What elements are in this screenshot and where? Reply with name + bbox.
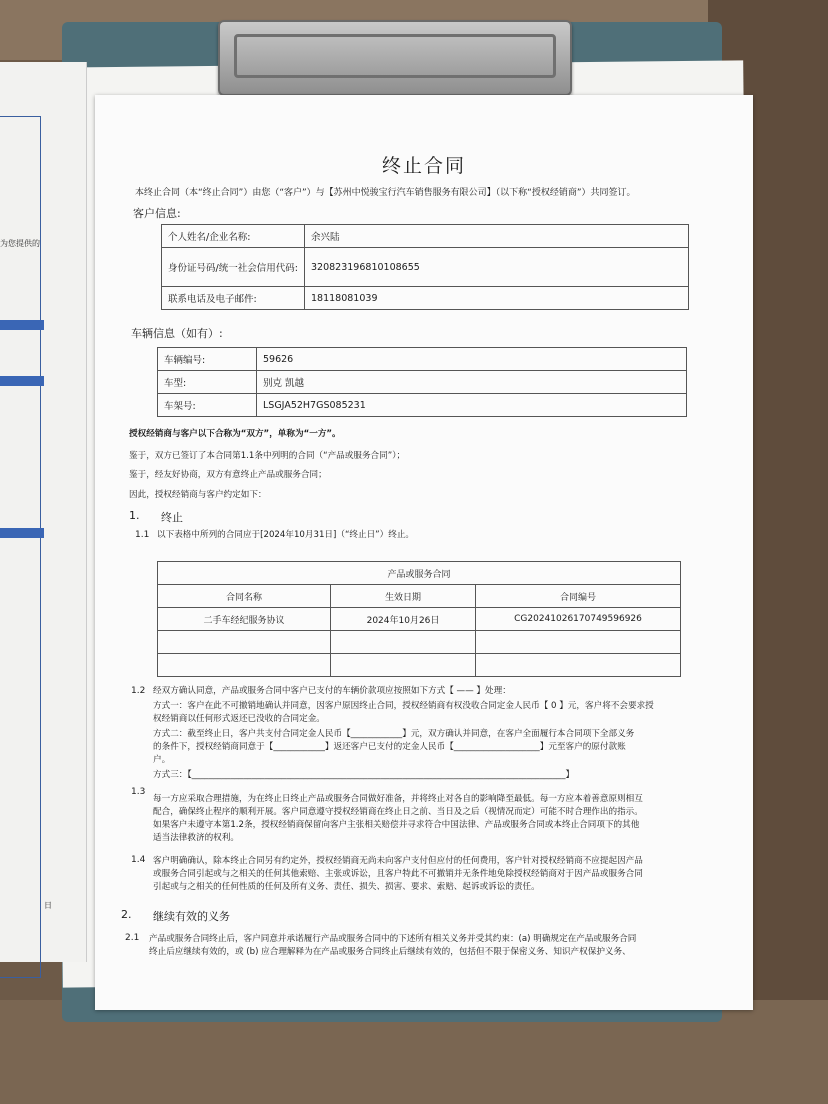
clause-1-3-line: 配合，确保终止程序的顺利开展。客户同意遵守授权经销商在终止日之前、当日及之后（视情况而定）可能不时合理作出的指示。 (153, 807, 643, 817)
section-2-number: 2. (121, 908, 132, 921)
clause-1-2-line: 户。 (153, 755, 171, 765)
table-cell (158, 631, 331, 654)
clause-1-3-line: 每一方应采取合理措施，为在终止日终止产品或服务合同做好准备，并将终止对各自的影响降至最低。每一方应本着善意原则相互 (153, 794, 643, 804)
vehicle-number-value: 59626 (257, 348, 687, 371)
recital-1: 鉴于，双方已签订了本合同第1.1条中列明的合同（“产品或服务合同”）； (129, 451, 406, 461)
section-1-title: 终止 (161, 511, 183, 524)
vehicle-model-label: 车型: (158, 371, 257, 394)
table-cell (331, 631, 476, 654)
vehicle-info-heading: 车辆信息（如有）: (131, 327, 223, 340)
table-row (162, 287, 689, 310)
recital-2: 鉴于，经友好协商，双方有意终止产品或服务合同； (129, 470, 327, 480)
left-sheet-bar (0, 376, 44, 386)
table-row (158, 394, 687, 417)
section-1-number: 1. (129, 509, 140, 522)
left-sheet-bar (0, 320, 44, 330)
termination-contract-page (95, 95, 753, 1010)
table-row (158, 608, 681, 631)
left-sheet-fragment: 为您提供的 (0, 239, 40, 248)
table-row (158, 631, 681, 654)
recital-3: 因此，授权经销商与客户约定如下： (129, 490, 267, 500)
column-header: 合同编号 (476, 585, 681, 608)
customer-contact-value: 18118081039 (305, 287, 689, 310)
vin-value: LSGJA52H7GS085231 (257, 394, 687, 417)
clause-1-2-line: 权经销商以任何形式返还已没收的合同定金。 (153, 714, 325, 724)
customer-name-label: 个人姓名/企业名称: (162, 225, 305, 248)
clause-1-2-line: 方式二：截至终止日，客户共支付合同定金人民币【____________】元，双方确认并同意，在客户全面履行本合同项下全部义务 (153, 729, 635, 739)
clause-1-2-line: 方式一：客户在此不可撤销地确认并同意，因客户原因终止合同，授权经销商有权没收合同定金人民币【 0 】元，客户将不会要求授 (153, 701, 654, 711)
clause-2-1-line: 产品或服务合同终止后，客户同意并承诺履行产品或服务合同中的下述所有相关义务并受其约束：(a) 明确规定在产品或服务合同 (149, 934, 637, 944)
vehicle-number-label: 车辆编号: (158, 348, 257, 371)
clause-1-4-line: 或服务合同引起或与之相关的任何其他索赔、主张或诉讼，且客户特此不可撤销并无条件地免除授权经销商对于因产品或服务合同 (153, 869, 643, 879)
document-title: 终止合同 (381, 155, 466, 177)
clause-1-1-text: 以下表格中所列的合同应于[2024年10月31日]（“终止日”）终止。 (157, 530, 415, 540)
column-header: 合同名称 (158, 585, 331, 608)
intro-paragraph: 本终止合同（本“终止合同”）由您（“客户”）与【苏州中悦骏宝行汽车销售服务有限公司】（以下称“授权经销商”）共同签订。 (135, 188, 636, 198)
customer-info-heading: 客户信息: (133, 207, 181, 220)
table-cell (476, 631, 681, 654)
clause-1-4-line: 客户明确确认，除本终止合同另有约定外，授权经销商无尚未向客户支付但应付的任何费用，客户针对授权经销商不应提起因产品 (153, 856, 643, 866)
table-cell (476, 654, 681, 677)
clipboard-clip (218, 20, 572, 96)
customer-id-value: 320823196810108655 (305, 248, 689, 287)
clause-1-3-number: 1.3 (131, 787, 146, 797)
table-header-row (158, 585, 681, 608)
parties-definition: 授权经销商与客户以下合称为“双方”，单称为“一方”。 (129, 429, 341, 439)
customer-info-table (161, 224, 689, 310)
clause-1-3-line: 适当法律救济的权利。 (153, 833, 239, 843)
left-sheet-fragment: 日 (44, 901, 52, 910)
clause-1-2-line: 的条件下，授权经销商同意于【____________】返还客户已支付的定金人民币【____________________】元至客户的原付款账 (153, 742, 626, 752)
left-sheet (0, 62, 87, 962)
clause-1-2-line: 方式三：【_______________________________________________________________________________________】 (153, 770, 575, 780)
contract-table-caption: 产品或服务合同 (158, 562, 681, 585)
table-row (162, 225, 689, 248)
contract-table (157, 561, 681, 677)
table-row (158, 371, 687, 394)
left-sheet-bar (0, 528, 44, 538)
clause-1-3-line: 如果客户未遵守本第1.2条，授权经销商保留向客户主张相关赔偿并寻求符合中国法律、产品或服务合同或本终止合同项下的其他 (153, 820, 640, 830)
table-cell: 二手车经纪服务协议 (158, 608, 331, 631)
clause-1-4-line: 引起或与之相关的任何性质的任何及所有义务、责任、损失、损害、要求、索赔、起诉或诉讼的责任。 (153, 882, 540, 892)
clause-2-1-line: 终止后应继续有效的，或 (b) 应合理解释为在产品或服务合同终止后继续有效的，包括但不限于保密义务、知识产权保护义务、 (149, 947, 631, 957)
section-2-title: 继续有效的义务 (153, 910, 230, 923)
table-cell: CG20241026170749596926 (476, 608, 681, 631)
clause-1-4-number: 1.4 (131, 855, 146, 865)
clause-1-2-line: 经双方确认同意，产品或服务合同中客户已支付的车辆价款项应按照如下方式【 —— 】处理： (153, 686, 511, 696)
vehicle-model-value: 别克 凯越 (257, 371, 687, 394)
table-cell: 2024年10月26日 (331, 608, 476, 631)
table-cell (331, 654, 476, 677)
vin-label: 车架号: (158, 394, 257, 417)
table-row (158, 348, 687, 371)
column-header: 生效日期 (331, 585, 476, 608)
customer-contact-label: 联系电话及电子邮件: (162, 287, 305, 310)
clause-1-1-number: 1.1 (135, 530, 150, 540)
customer-name-value: 余兴陆 (305, 225, 689, 248)
vehicle-info-table (157, 347, 687, 417)
customer-id-label: 身份证号码/统一社会信用代码: (162, 248, 305, 287)
clause-2-1-number: 2.1 (125, 933, 140, 943)
table-row (158, 654, 681, 677)
table-caption-row (158, 562, 681, 585)
table-cell (158, 654, 331, 677)
table-row (162, 248, 689, 287)
clause-1-2-number: 1.2 (131, 686, 146, 696)
